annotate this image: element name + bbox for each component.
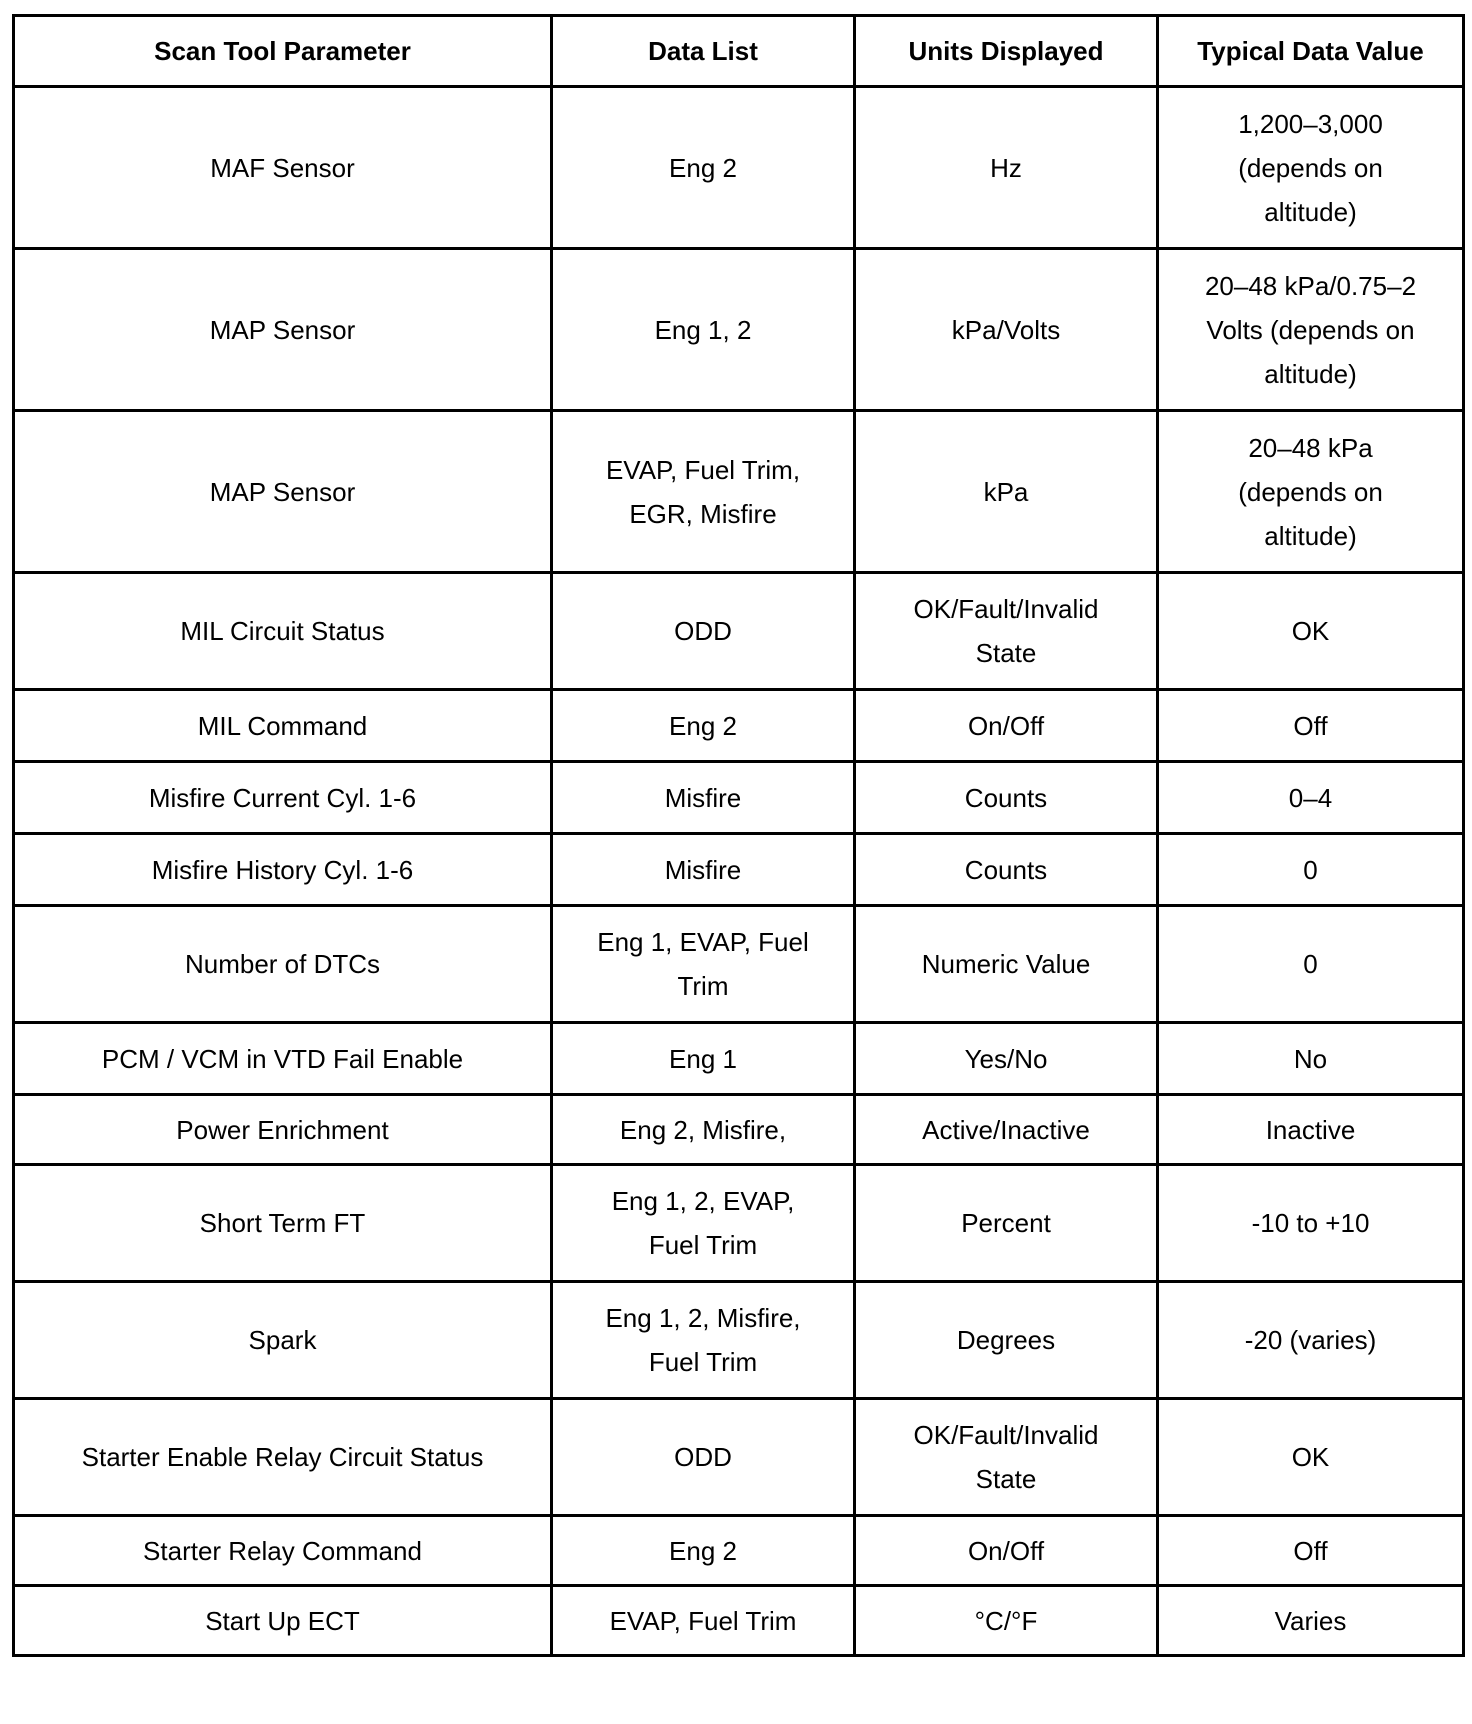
cell-typical-value: No — [1158, 1023, 1464, 1095]
cell-units: Hz — [855, 87, 1158, 249]
cell-units: OK/Fault/Invalid State — [855, 1399, 1158, 1516]
table-row — [14, 87, 1464, 249]
cell-data-list: ODD — [552, 1399, 855, 1516]
cell-data-list: Misfire — [552, 834, 855, 906]
cell-typical-value: 20–48 kPa/0.75–2 Volts (depends on altitude) — [1158, 249, 1464, 411]
cell-data-list: Eng 1, 2, Misfire, Fuel Trim — [552, 1282, 855, 1399]
header-data-list: Data List — [552, 16, 855, 87]
cell-units: Percent — [855, 1165, 1158, 1282]
cell-data-list: EVAP, Fuel Trim, EGR, Misfire — [552, 411, 855, 573]
cell-parameter: Spark — [14, 1282, 552, 1399]
table-header-row — [14, 16, 1464, 87]
table-row — [14, 1586, 1464, 1656]
table-row — [14, 1516, 1464, 1586]
cell-typical-value: OK — [1158, 1399, 1464, 1516]
cell-units: Counts — [855, 762, 1158, 834]
cell-typical-value: 0 — [1158, 906, 1464, 1023]
table-row — [14, 762, 1464, 834]
cell-data-list: Eng 2 — [552, 1516, 855, 1586]
cell-parameter: MAF Sensor — [14, 87, 552, 249]
cell-data-list: Eng 1, 2 — [552, 249, 855, 411]
cell-units: Yes/No — [855, 1023, 1158, 1095]
cell-data-list: Eng 2 — [552, 87, 855, 249]
scan-tool-data-table — [12, 14, 1465, 1657]
cell-typical-value: 1,200–3,000 (depends on altitude) — [1158, 87, 1464, 249]
cell-data-list: Eng 1, EVAP, Fuel Trim — [552, 906, 855, 1023]
cell-parameter: Starter Enable Relay Circuit Status — [14, 1399, 552, 1516]
table-row — [14, 1023, 1464, 1095]
table-row — [14, 834, 1464, 906]
table-row — [14, 1095, 1464, 1165]
cell-typical-value: 20–48 kPa (depends on altitude) — [1158, 411, 1464, 573]
cell-parameter: Short Term FT — [14, 1165, 552, 1282]
cell-units: On/Off — [855, 1516, 1158, 1586]
cell-typical-value: Inactive — [1158, 1095, 1464, 1165]
cell-parameter: Starter Relay Command — [14, 1516, 552, 1586]
cell-units: Active/Inactive — [855, 1095, 1158, 1165]
cell-units: kPa — [855, 411, 1158, 573]
table-row — [14, 573, 1464, 690]
cell-units: On/Off — [855, 690, 1158, 762]
cell-parameter: Misfire Current Cyl. 1-6 — [14, 762, 552, 834]
cell-typical-value: -20 (varies) — [1158, 1282, 1464, 1399]
cell-typical-value: -10 to +10 — [1158, 1165, 1464, 1282]
cell-units: Numeric Value — [855, 906, 1158, 1023]
cell-parameter: MIL Circuit Status — [14, 573, 552, 690]
cell-typical-value: Off — [1158, 1516, 1464, 1586]
table-row — [14, 1399, 1464, 1516]
cell-typical-value: 0 — [1158, 834, 1464, 906]
cell-parameter: MAP Sensor — [14, 411, 552, 573]
cell-data-list: Eng 2 — [552, 690, 855, 762]
cell-data-list: Eng 1, 2, EVAP, Fuel Trim — [552, 1165, 855, 1282]
cell-parameter: PCM / VCM in VTD Fail Enable — [14, 1023, 552, 1095]
table-row — [14, 1282, 1464, 1399]
cell-parameter: Power Enrichment — [14, 1095, 552, 1165]
cell-data-list: Eng 2, Misfire, — [552, 1095, 855, 1165]
header-units-displayed: Units Displayed — [855, 16, 1158, 87]
cell-parameter: Start Up ECT — [14, 1586, 552, 1656]
table-row — [14, 249, 1464, 411]
cell-parameter: Misfire History Cyl. 1-6 — [14, 834, 552, 906]
cell-typical-value: Varies — [1158, 1586, 1464, 1656]
table-row — [14, 1165, 1464, 1282]
cell-data-list: Misfire — [552, 762, 855, 834]
cell-data-list: Eng 1 — [552, 1023, 855, 1095]
cell-parameter: Number of DTCs — [14, 906, 552, 1023]
cell-parameter: MAP Sensor — [14, 249, 552, 411]
cell-typical-value: Off — [1158, 690, 1464, 762]
cell-units: Degrees — [855, 1282, 1158, 1399]
table-row — [14, 411, 1464, 573]
cell-data-list: ODD — [552, 573, 855, 690]
header-scan-tool-parameter: Scan Tool Parameter — [14, 16, 552, 87]
cell-units: OK/Fault/Invalid State — [855, 573, 1158, 690]
cell-typical-value: 0–4 — [1158, 762, 1464, 834]
cell-data-list: EVAP, Fuel Trim — [552, 1586, 855, 1656]
header-typical-data-value: Typical Data Value — [1158, 16, 1464, 87]
table-row — [14, 906, 1464, 1023]
cell-units: Counts — [855, 834, 1158, 906]
cell-units: °C/°F — [855, 1586, 1158, 1656]
cell-parameter: MIL Command — [14, 690, 552, 762]
cell-units: kPa/Volts — [855, 249, 1158, 411]
table-row — [14, 690, 1464, 762]
cell-typical-value: OK — [1158, 573, 1464, 690]
